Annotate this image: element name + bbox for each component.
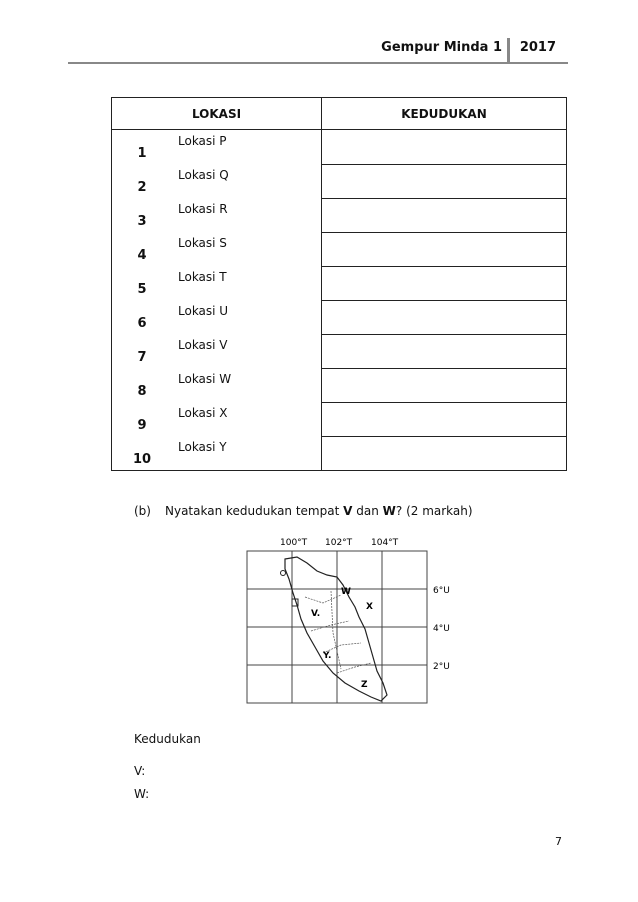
header-kedudukan: KEDUDUKAN <box>322 98 567 130</box>
point-x: X <box>366 602 373 612</box>
row-location-name: Lokasi T <box>172 266 322 300</box>
table-row <box>112 402 567 436</box>
row-number: 7 <box>112 334 173 368</box>
peninsula-map <box>245 533 467 713</box>
lon-label-104: 104°T <box>371 538 399 548</box>
table-row <box>112 368 567 402</box>
answer-w: W: <box>134 787 150 801</box>
border-2 <box>311 621 349 631</box>
header-title: Gempur Minda 1 <box>381 40 502 55</box>
border-1 <box>305 595 341 603</box>
table-row <box>112 436 567 471</box>
row-number: 1 <box>112 130 173 165</box>
table-row <box>112 198 567 232</box>
point-w: W <box>341 587 351 597</box>
page-number: 7 <box>555 835 562 848</box>
row-kedudukan-cell[interactable] <box>322 266 567 300</box>
table-row <box>112 232 567 266</box>
table-row <box>112 266 567 300</box>
lat-label-4: 4°U <box>433 624 450 634</box>
point-y: Y. <box>323 651 332 661</box>
question-text-1: Nyatakan kedudukan tempat <box>164 504 344 518</box>
row-number: 3 <box>112 198 173 232</box>
row-kedudukan-cell[interactable] <box>322 164 567 198</box>
row-kedudukan-cell[interactable] <box>322 130 567 165</box>
island-langkawi <box>281 571 286 576</box>
state-borders <box>305 591 371 673</box>
answer-v: V: <box>134 764 146 778</box>
question-bold-w: W <box>382 504 396 518</box>
question-label: (b) <box>134 504 151 518</box>
question-b <box>134 504 473 518</box>
lon-label-102: 102°T <box>325 538 353 548</box>
row-number: 6 <box>112 300 173 334</box>
question-text-3: ? (2 markah) <box>395 504 473 518</box>
lat-label-6: 6°U <box>433 586 450 596</box>
row-number: 9 <box>112 402 173 436</box>
row-number: 4 <box>112 232 173 266</box>
border-5 <box>331 591 341 669</box>
row-location-name: Lokasi Y <box>172 436 322 471</box>
table-row <box>112 164 567 198</box>
row-kedudukan-cell[interactable] <box>322 198 567 232</box>
lon-label-100: 100°T <box>280 538 308 548</box>
row-location-name: Lokasi X <box>172 402 322 436</box>
page-header <box>68 38 568 62</box>
header-separator <box>507 38 510 64</box>
row-location-name: Lokasi W <box>172 368 322 402</box>
location-table <box>111 97 567 471</box>
row-kedudukan-cell[interactable] <box>322 300 567 334</box>
row-location-name: Lokasi V <box>172 334 322 368</box>
question-bold-v: V <box>343 504 353 518</box>
row-location-name: Lokasi P <box>172 130 322 165</box>
point-z: Z <box>361 680 368 690</box>
row-number: 5 <box>112 266 173 300</box>
row-location-name: Lokasi U <box>172 300 322 334</box>
row-location-name: Lokasi S <box>172 232 322 266</box>
row-kedudukan-cell[interactable] <box>322 436 567 471</box>
row-location-name: Lokasi R <box>172 198 322 232</box>
point-v: V. <box>311 609 321 619</box>
header-lokasi: LOKASI <box>112 98 322 130</box>
question-text-2: dan <box>352 504 383 518</box>
row-location-name: Lokasi Q <box>172 164 322 198</box>
table-row <box>112 130 567 165</box>
header-rule <box>68 62 568 64</box>
row-kedudukan-cell[interactable] <box>322 402 567 436</box>
row-number: 8 <box>112 368 173 402</box>
lat-label-2: 2°U <box>433 662 450 672</box>
row-kedudukan-cell[interactable] <box>322 232 567 266</box>
table-row <box>112 334 567 368</box>
header-year: 2017 <box>519 40 556 55</box>
row-number: 10 <box>112 436 173 471</box>
map-grid <box>247 551 427 703</box>
peninsula-outline <box>285 557 387 701</box>
row-number: 2 <box>112 164 173 198</box>
table-row <box>112 300 567 334</box>
row-kedudukan-cell[interactable] <box>322 334 567 368</box>
answer-label: Kedudukan <box>134 732 201 746</box>
row-kedudukan-cell[interactable] <box>322 368 567 402</box>
table-header-row <box>112 98 567 130</box>
